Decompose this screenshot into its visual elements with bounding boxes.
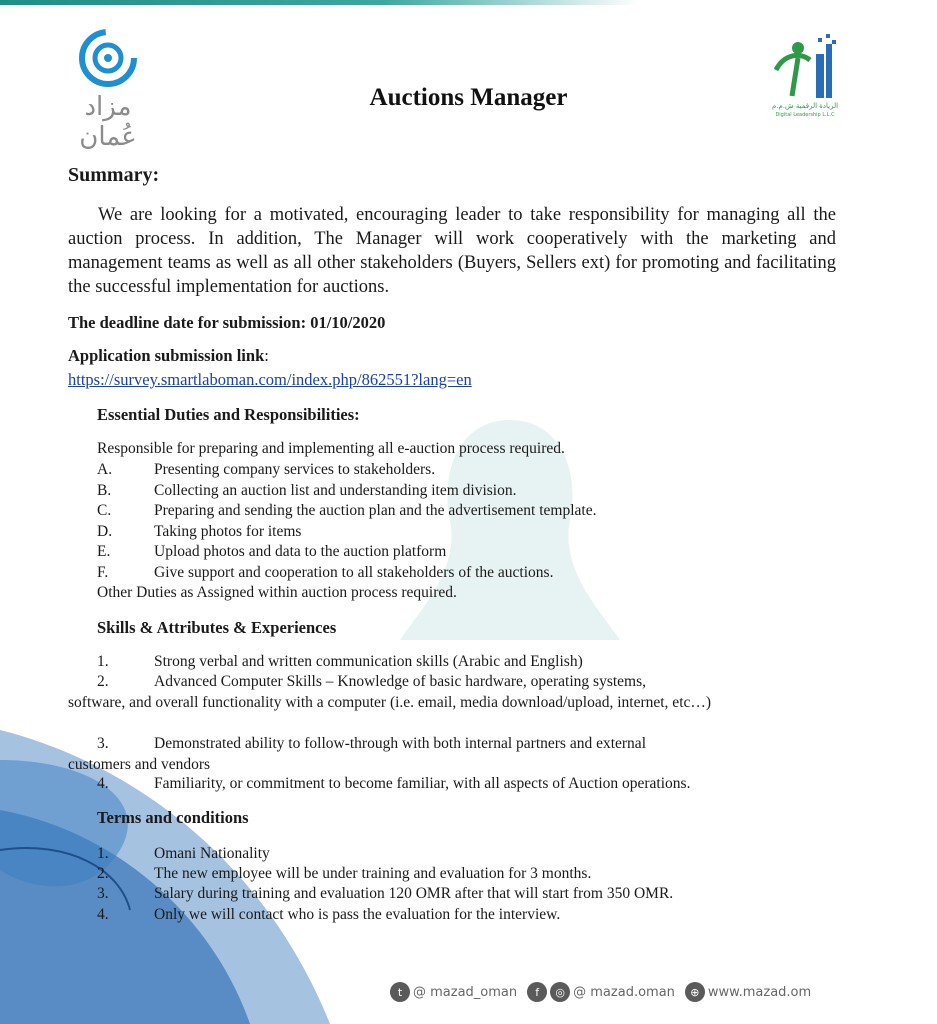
skill-text: Strong verbal and written communication skills (Arabic and English)	[154, 653, 583, 670]
term-text: Salary during training and evaluation 120 OMR after that will start from 350 OMR.	[154, 885, 674, 902]
duty-item	[97, 460, 837, 480]
duties-outro: Other Duties as Assigned within auction process required.	[97, 584, 457, 601]
duty-marker: F.	[97, 564, 109, 581]
duty-text: Preparing and sending the auction plan and the advertisement template.	[154, 502, 597, 519]
duty-marker: B.	[97, 482, 112, 499]
duty-item	[97, 481, 837, 501]
skill-text-continued: software, and overall functionality with a computer (i.e. email, media download/upload, internet, etc…)	[68, 693, 712, 711]
duty-item	[97, 563, 837, 583]
skill-marker: 3.	[97, 735, 109, 752]
term-marker: 3.	[97, 885, 109, 902]
term-item	[97, 884, 837, 904]
duty-item	[97, 501, 837, 521]
application-link-label	[68, 346, 269, 366]
skill-text-continued: customers and vendors	[68, 755, 211, 773]
term-item	[97, 905, 837, 925]
skill-text: Familiarity, or commitment to become familiar, with all aspects of Auction operations.	[154, 775, 691, 792]
skill-text: Advanced Computer Skills – Knowledge of basic hardware, operating systems,	[154, 673, 647, 690]
duty-marker: C.	[97, 502, 112, 519]
twitter-icon[interactable]: t	[390, 982, 410, 1002]
term-item	[97, 844, 837, 864]
skill-marker: 2.	[97, 673, 109, 690]
application-label-colon: :	[264, 346, 269, 365]
summary-heading: Summary:	[68, 164, 160, 186]
term-marker: 2.	[97, 865, 109, 882]
duty-text: Upload photos and data to the auction platform	[154, 543, 447, 560]
duty-text: Taking photos for items	[154, 523, 302, 540]
term-marker: 4.	[97, 906, 109, 923]
website-link[interactable]: www.mazad.om	[707, 984, 812, 1000]
digital-leadership-mark-icon	[770, 30, 840, 102]
twitter-handle[interactable]: @ mazad_oman	[413, 984, 518, 1000]
page-title: Auctions Manager	[369, 84, 568, 111]
summary-paragraph: We are looking for a motivated, encouraging leader to take responsibility for managing all the auction process. In addition, The Manager will work cooperatively with the marketing and management teams as well as all other stakeholders (Buyers, Sellers ext) for promoting and facilitating the successful implementation for auctions.	[68, 205, 836, 297]
skill-text: Demonstrated ability to follow-through with both internal partners and external	[154, 735, 646, 752]
skill-item	[68, 672, 837, 713]
duty-text: Presenting company services to stakeholders.	[154, 461, 436, 478]
digital-leadership-logo	[770, 30, 840, 130]
skills-heading: Skills & Attributes & Experiences	[97, 618, 337, 637]
partner-name-english: Digital Leadership L.L.C	[775, 112, 835, 118]
mazad-oman-logo	[52, 28, 172, 152]
top-accent-band	[0, 0, 640, 5]
duties-heading: Essential Duties and Responsibilities:	[97, 405, 360, 424]
term-text: The new employee will be under training and evaluation for 3 months.	[154, 865, 592, 882]
skill-item	[97, 652, 837, 672]
duty-text: Give support and cooperation to all stakeholders of the auctions.	[154, 564, 554, 581]
skill-item	[68, 734, 837, 775]
facebook-icon[interactable]: f	[527, 982, 547, 1002]
brand-name-arabic: مزاد عُمان	[79, 92, 137, 152]
deadline-text: The deadline date for submission: 01/10/2020	[68, 313, 386, 332]
duty-marker: A.	[97, 461, 113, 478]
term-text: Omani Nationality	[154, 845, 270, 862]
application-submission-link[interactable]: https://survey.smartlaboman.com/index.php/862551?lang=en	[68, 370, 472, 389]
term-text: Only we will contact who is pass the evaluation for the interview.	[154, 906, 561, 923]
duty-item	[97, 542, 837, 562]
terms-heading: Terms and conditions	[97, 808, 249, 827]
duties-intro: Responsible for preparing and implementing all e-auction process required.	[97, 440, 565, 457]
duty-marker: D.	[97, 523, 113, 540]
application-label-text: Application submission link	[68, 346, 265, 365]
term-item	[97, 864, 837, 884]
skill-item	[97, 774, 837, 794]
partner-name-arabic: الريادة الرقمية ش.م.م	[771, 102, 839, 110]
skill-marker: 1.	[97, 653, 109, 670]
duty-item	[97, 522, 837, 542]
instagram-icon[interactable]: ◎	[550, 982, 570, 1002]
duty-text: Collecting an auction list and understanding item division.	[154, 482, 517, 499]
social-footer	[390, 980, 821, 1004]
skill-marker: 4.	[97, 775, 109, 792]
term-marker: 1.	[97, 845, 109, 862]
mazad-logo-mark-icon	[52, 28, 164, 90]
globe-icon[interactable]: ⊕	[685, 982, 705, 1002]
facebook-instagram-handle[interactable]: @ mazad.oman	[573, 984, 675, 1000]
duty-marker: E.	[97, 543, 111, 560]
